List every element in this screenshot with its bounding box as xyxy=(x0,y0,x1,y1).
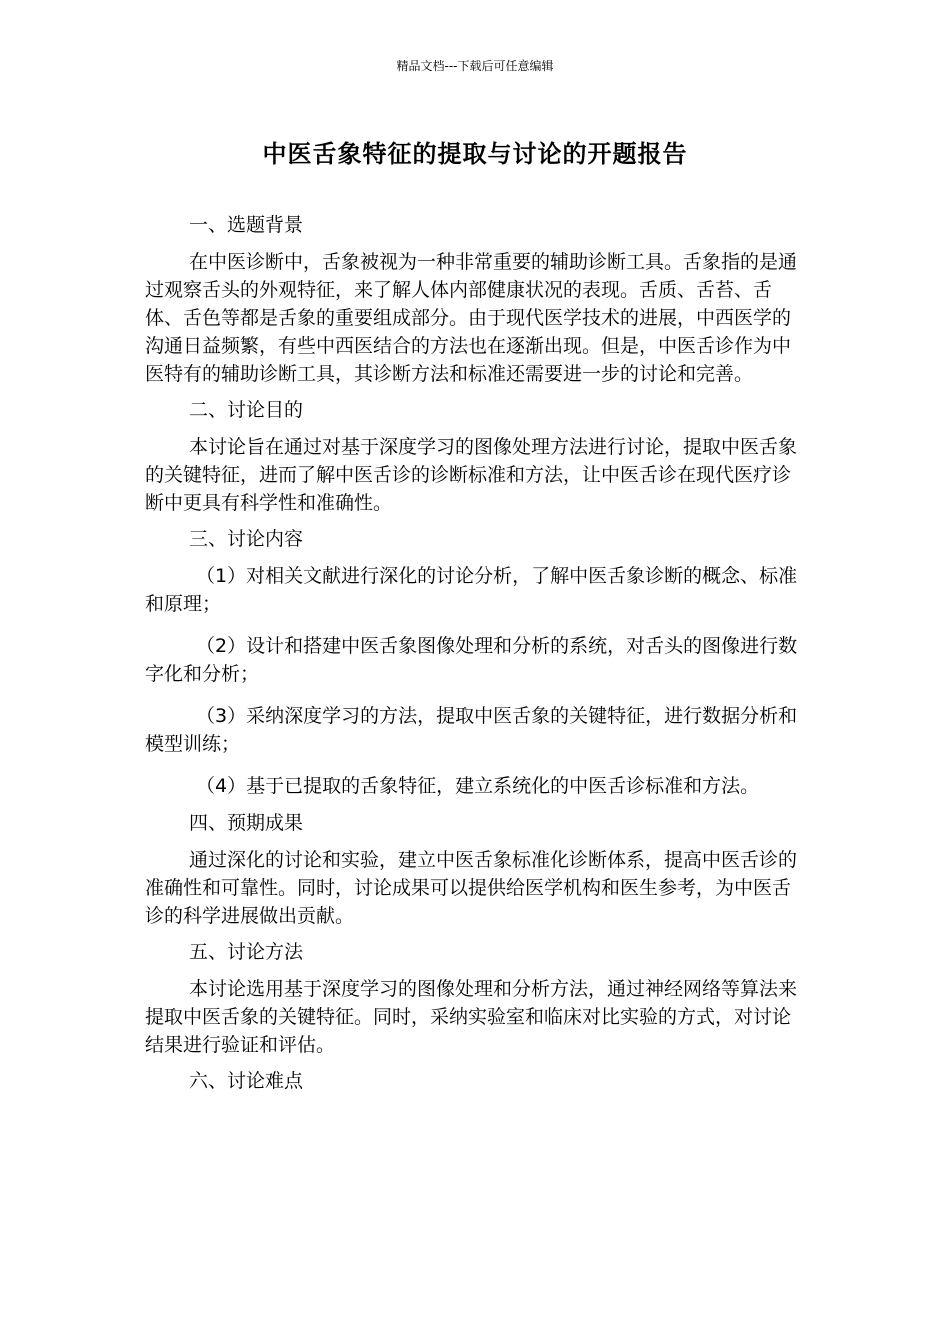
content-item-4: （4）基于已提取的舌象特征，建立系统化的中医舌诊标准和方法。 xyxy=(196,775,760,797)
paragraph-background: 在中医诊断中，舌象被视为一种非常重要的辅助诊断工具。舌象指的是通过观察舌头的外观特征，来了解人体内部健康状况的表现。舌质、舌苔、舌体、舌色等都是舌象的重要组成部分。由于现代医学技术的进展，中西医学的沟通日益频繁，有些中西医结合的方法也在逐渐出现。但是，中医舌诊作为中医特有的辅助诊断工具，其诊断方法和标准还需要进一步的讨论和完善。 xyxy=(145,251,798,385)
content-item-1: （1）对相关文献进行深化的讨论分析，了解中医舌象诊断的概念、标准和原理； xyxy=(145,565,798,615)
content-item-2: （2）设计和搭建中医舌象图像处理和分析的系统，对舌头的图像进行数字化和分析； xyxy=(145,635,798,685)
header-note: 精品文档---下载后可任意编辑 xyxy=(396,59,554,73)
paragraph-expected-results: 通过深化的讨论和实验，建立中医舌象标准化诊断体系，提高中医舌诊的准确性和可靠性。同时，讨论成果可以提供给医学机构和医生参考，为中医舌诊的科学进展做出贡献。 xyxy=(145,849,798,927)
paragraph-method: 本讨论选用基于深度学习的图像处理和分析方法，通过神经网络等算法来提取中医舌象的关键特征。同时，采纳实验室和临床对比实验的方式，对讨论结果进行验证和评估。 xyxy=(145,978,798,1056)
section-heading-method: 五、讨论方法 xyxy=(189,941,304,963)
section-heading-background: 一、选题背景 xyxy=(189,214,304,236)
section-heading-content: 三、讨论内容 xyxy=(189,528,304,550)
section-heading-purpose: 二、讨论目的 xyxy=(189,399,304,421)
paragraph-purpose: 本讨论旨在通过对基于深度学习的图像处理方法进行讨论，提取中医舌象的关键特征，进而了解中医舌诊的诊断标准和方法，让中医舌诊在现代医疗诊断中更具有科学性和准确性。 xyxy=(145,436,798,514)
document-body xyxy=(145,211,807,1104)
section-heading-difficulties: 六、讨论难点 xyxy=(189,1070,304,1092)
document-title: 中医舌象特征的提取与讨论的开题报告 xyxy=(262,140,688,168)
section-heading-expected-results: 四、预期成果 xyxy=(189,812,304,834)
content-item-3: （3）采纳深度学习的方法，提取中医舌象的关键特征，进行数据分析和模型训练； xyxy=(145,705,798,755)
